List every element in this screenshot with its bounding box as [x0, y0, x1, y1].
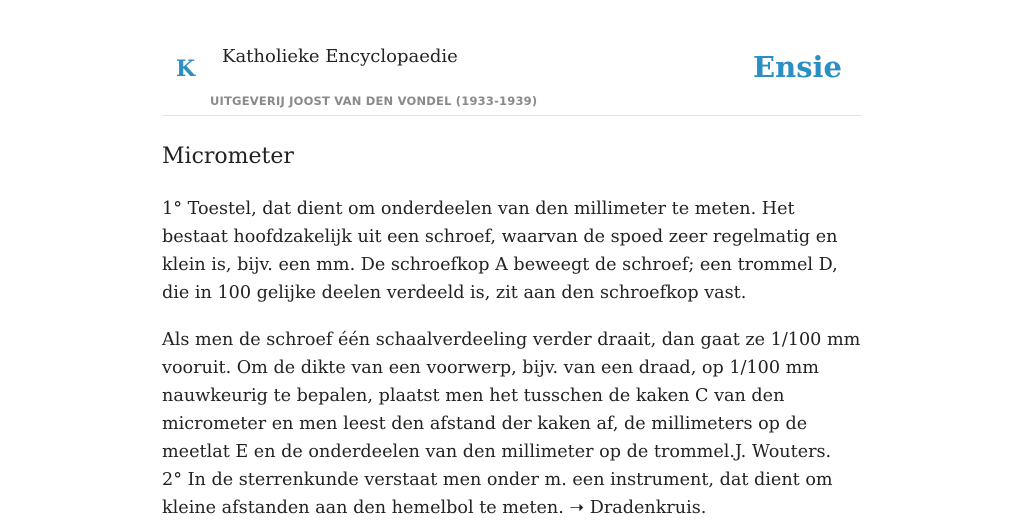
page-container [162, 0, 862, 522]
ensie-brand-link[interactable]: Ensie [753, 50, 842, 84]
article-paragraph: Als men de schroef één schaalverdeeling verder draait, dan gaat ze 1/100 mm vooruit. Om de dikte van een voorwerp, bijv. van een draad, op 1/100 mm nauwkeurig te bepalen, plaatst men het tusschen de kaken C van den micrometer en men leest den afstand der kaken af, de millimeters op de meetlat E en de onderdeelen van den millimeter op de trommel.J. Wouters. [162, 330, 861, 462]
site-header [162, 0, 862, 116]
article-paragraph: 1° Toestel, dat dient om onderdeelen van den millimeter te meten. Het bestaat hoofdzakelijk uit een schroef, waarvan de spoed zeer regelmatig en klein is, bijv. een mm. De schroefkop A beweegt de schroef; een trommel D, die in 100 gelijke deelen verdeeld is, zit aan den schroefkop vast. [162, 199, 838, 303]
encyclopedia-title[interactable]: Katholieke Encyclopaedie [222, 46, 458, 67]
article-body [162, 195, 862, 522]
article-title: Micrometer [162, 144, 294, 169]
publisher-label: UITGEVERIJ JOOST VAN DEN VONDEL (1933-1939) [210, 94, 538, 108]
article-paragraph: 2° In de sterrenkunde verstaat men onder m. een instrument, dat dient om kleine afstanden aan den hemelbol te meten. ➝ Dradenkruis. [162, 470, 833, 518]
encyclopedia-logo[interactable]: K [176, 56, 196, 82]
